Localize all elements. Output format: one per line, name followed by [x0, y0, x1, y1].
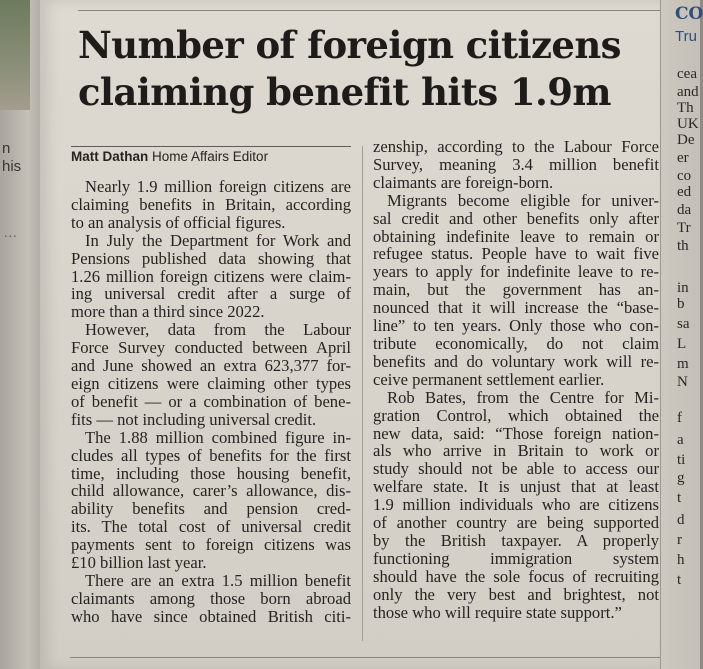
right-fragment: h [677, 552, 685, 568]
right-fragment: UK [677, 116, 699, 132]
right-fragment: co [677, 168, 692, 184]
bottom-rule [70, 657, 660, 658]
article-line: sal credit and other benefits only after [373, 208, 659, 228]
article-line: Migrants become eligible for univer- [387, 190, 659, 210]
article-line: years to apply for indefinite leave to re- [373, 262, 659, 282]
right-fragment: Th [677, 100, 694, 116]
right-fragment: De [677, 132, 695, 148]
right-fragment: sa [677, 316, 690, 332]
byline [71, 149, 351, 164]
article-line: However, data from the Labour [85, 320, 351, 340]
article-line: ability benefits and pension cred- [71, 499, 351, 519]
right-fragment: f [677, 410, 682, 426]
right-fragment: t [677, 572, 682, 588]
article-line: line” to ten years. Only those who con- [373, 316, 659, 336]
article-line: ing universal credit after a surge of [71, 284, 351, 304]
right-fragment: th [677, 238, 689, 254]
article-line: There are an extra 1.5 million benefit [85, 570, 351, 590]
article-line: study should not be able to access our [373, 459, 659, 479]
article-line: new data, said: “Those foreign nation- [373, 423, 659, 443]
article-line: Survey, meaning 3.4 million benefit [373, 154, 659, 174]
article-line: £10 billion last year. [71, 553, 207, 573]
right-fragment: er [677, 150, 689, 166]
article-line: ceive permanent settlement earlier. [373, 369, 605, 389]
right-fragment: m [677, 356, 689, 372]
article-line: Force Survey conducted between April [71, 338, 351, 358]
right-fragment: g [677, 470, 685, 486]
byline-role: Home Affairs Editor [152, 149, 269, 164]
article-line: who have since obtained British citi- [71, 606, 351, 626]
newspaper-page [40, 0, 660, 669]
article-column-left [71, 178, 351, 626]
adjacent-column-right [660, 0, 703, 669]
article-line: should have the sole focus of recruiting [373, 566, 659, 586]
article-line: only the very best and brightest, not [373, 584, 659, 604]
headline-line: claiming benefit hits 1.9m [78, 70, 611, 114]
right-fragment: cea [677, 66, 697, 82]
article-line: The 1.88 million combined figure in- [85, 427, 351, 447]
article-line: claimants among those born abroad [71, 588, 351, 608]
article-line: claimants are foreign-born. [373, 172, 554, 192]
article-line: Nearly 1.9 million foreign citizens are [85, 177, 351, 196]
article-line: Pensions published data showing that [71, 248, 351, 268]
adjacent-subheading: Tru [675, 28, 697, 45]
right-fragment: d [677, 512, 685, 528]
column-divider [362, 146, 363, 641]
article-line: fits — not including universal credit. [71, 409, 317, 429]
article-line: more than a third since 2022. [71, 302, 265, 322]
article-line: nounced that it will increase the “base- [373, 298, 659, 318]
article-line: time, including those housing benefit, [71, 463, 351, 483]
headline [78, 22, 663, 116]
adjacent-photo [0, 0, 30, 110]
right-fragment: ti [677, 452, 686, 468]
article-line: of benefit — or a combination of bene- [71, 391, 351, 411]
article-line: its. The total cost of universal credit [71, 517, 351, 537]
article-line: to an analysis of official figures. [71, 212, 286, 232]
adjacent-heading: CO [675, 4, 703, 24]
article-line: zenship, according to the Labour Force [373, 137, 659, 156]
right-fragment: Tr [677, 220, 691, 236]
right-fragment: N [677, 374, 688, 390]
article-line: functioning immigration system [373, 548, 659, 568]
article-line: In July the Department for Work and [85, 230, 351, 250]
right-fragment: da [677, 202, 692, 218]
left-fragment: n [2, 140, 11, 157]
article-line: payments sent to foreign citizens was [71, 535, 351, 555]
article-line: benefits and do voluntary work will re- [373, 351, 659, 371]
article-line: cludes all types of benefits for the first [71, 445, 351, 465]
article-line: and June showed an extra 623,377 for- [71, 356, 351, 376]
right-fragment: and [677, 84, 699, 100]
article-line: of another country are being supported [373, 513, 659, 533]
article-line: als who arrive in Britain to work or [373, 441, 659, 461]
right-fragment: t [677, 490, 682, 506]
right-fragment: ed [677, 184, 692, 200]
right-fragment: b [677, 296, 685, 312]
article-line: obtaining indefinite leave to remain or [373, 226, 659, 246]
article-line: claiming benefits in Britain, according [71, 194, 351, 214]
byline-author: Matt Dathan [71, 149, 149, 164]
article-line: tribute economically, do not claim [373, 333, 659, 353]
article-column-right [373, 138, 659, 621]
article-line: those who will require state support.” [373, 602, 622, 622]
adjacent-page-left [0, 0, 40, 669]
left-fragment: his [2, 158, 22, 175]
left-fragment-dots: ... [4, 226, 18, 241]
article-line: refugee status. People have to wait five [373, 244, 659, 264]
top-rule [78, 10, 660, 11]
article-line: main, but the government has an- [373, 280, 659, 300]
article-line: Rob Bates, from the Centre for Mi- [387, 387, 659, 407]
byline-rule [71, 146, 351, 147]
article-line: child allowance, carer’s allowance, dis- [71, 481, 351, 501]
article-line: welfare state. It is unjust that at least [373, 477, 659, 497]
article-line: 1.9 million individuals who are citizens [373, 495, 659, 515]
headline-line: Number of foreign citizens [78, 23, 621, 67]
article-line: by the British taxpayer. A properly [373, 530, 659, 550]
right-fragment: a [677, 432, 684, 448]
right-fragment: in [677, 280, 689, 296]
article-line: 1.26 million foreign citizens were claim- [71, 266, 351, 286]
article-line: eign citizens were claiming other types [71, 373, 351, 393]
article-line: gration Control, which obtained the [373, 405, 659, 425]
right-fragment: L [677, 336, 687, 352]
right-fragment: r [677, 532, 682, 548]
